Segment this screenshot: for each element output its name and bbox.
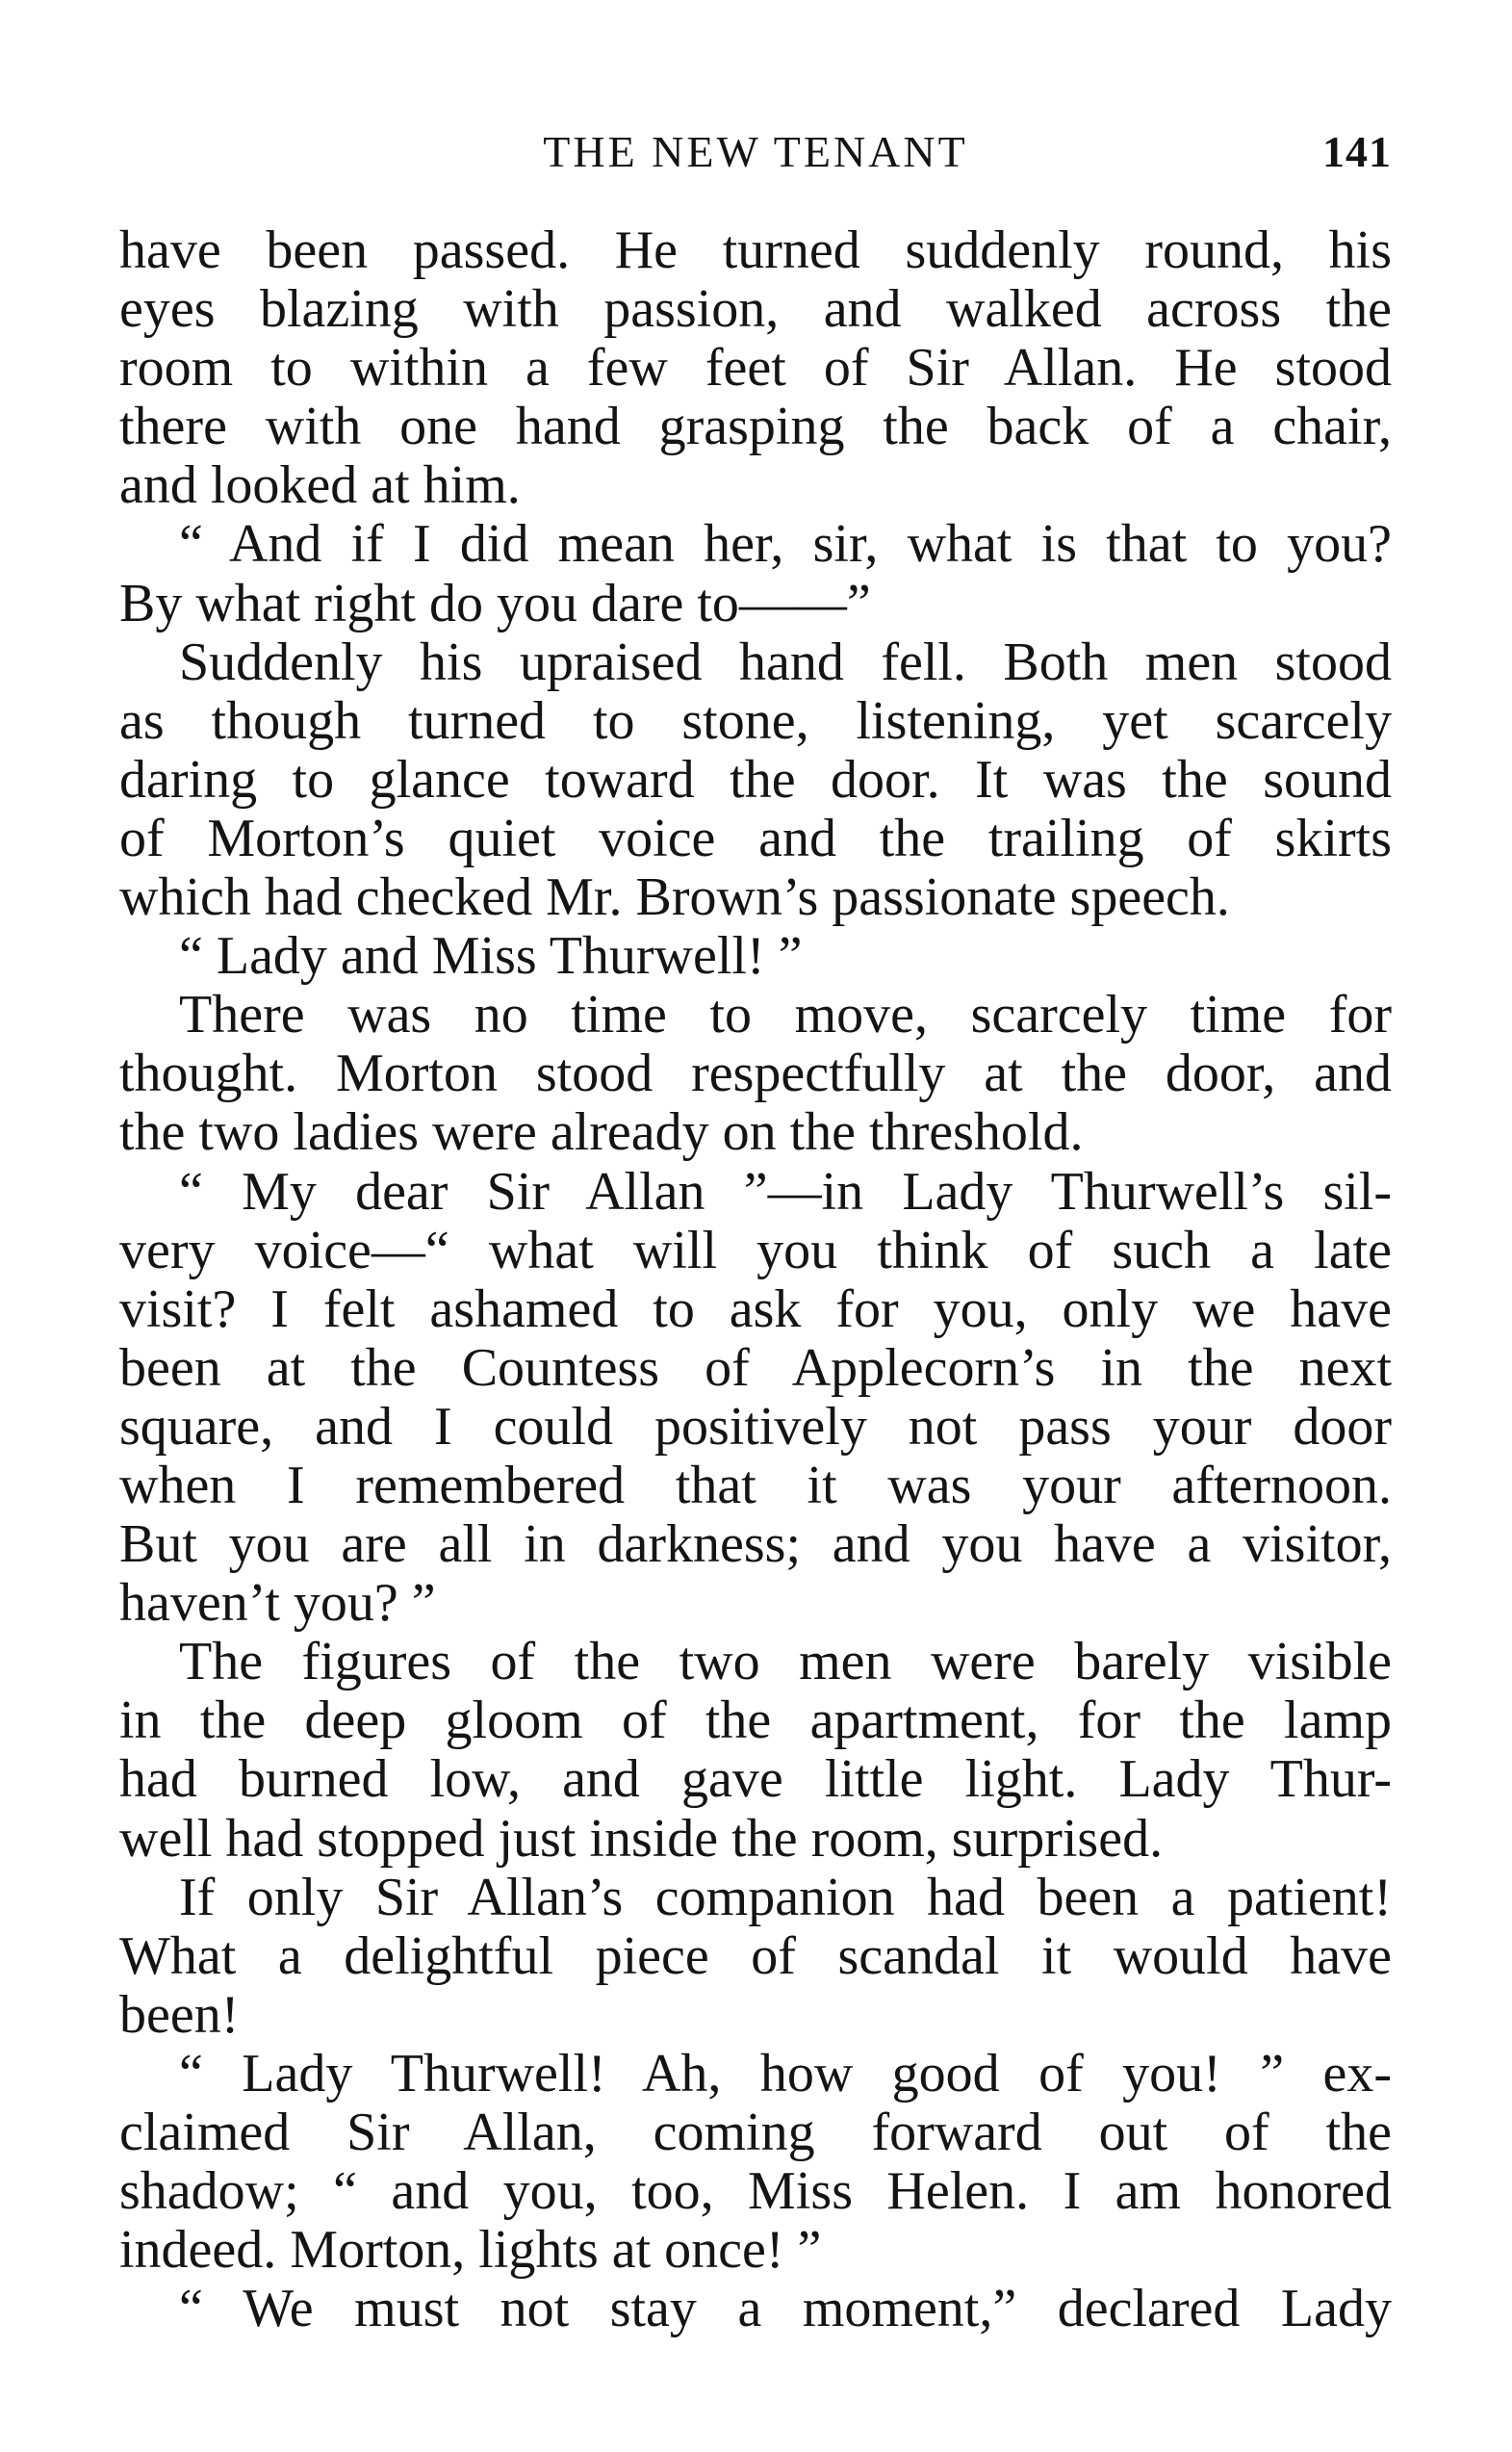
text-line: indeed. Morton, lights at once! ”: [119, 2221, 822, 2281]
text-line: haven’t you? ”: [119, 1574, 436, 1634]
text-line: which had checked Mr. Brown’s passionate speech.: [119, 868, 1230, 928]
text-line: claimed Sir Allan, coming forward out of the: [119, 2104, 1392, 2162]
text-line: square, and I could positively not pass your door: [119, 1397, 1392, 1457]
text-line: “ We must not stay a moment,” declared Lady: [179, 2280, 1392, 2339]
text-line: thought. Morton stood respectfully at the door, and: [119, 1045, 1392, 1104]
text-line: The figures of the two men were barely visible: [179, 1633, 1392, 1692]
text-line: been!: [119, 1985, 240, 2045]
text-line: had burned low, and gave little light. Lady Thur-: [119, 1750, 1392, 1810]
text-line: “ Lady Thurwell! Ah, how good of you! ” ex-: [179, 2044, 1392, 2104]
text-line: By what right do you dare to——”: [119, 574, 871, 633]
text-line: daring to glance toward the door. It was the sound: [119, 750, 1392, 810]
page-number: 141: [1322, 127, 1392, 176]
text-line: in the deep gloom of the apartment, for the lamp: [119, 1691, 1392, 1751]
text-line: “ And if I did mean her, sir, what is that to you?: [179, 515, 1392, 575]
text-line: “ Lady and Miss Thurwell! ”: [179, 927, 803, 987]
text-line: of Morton’s quiet voice and the trailing of skirts: [119, 809, 1392, 868]
text-line: been at the Countess of Applecorn’s in the next: [119, 1338, 1392, 1398]
text-line: shadow; “ and you, too, Miss Helen. I am honored: [119, 2162, 1392, 2222]
text-line: But you are all in darkness; and you have a visitor,: [119, 1515, 1392, 1575]
text-line: when I remembered that it was your afternoon.: [119, 1456, 1392, 1515]
text-line: “ My dear Sir Allan ”—in Lady Thurwell’s sil-: [179, 1162, 1392, 1222]
text-line: room to within a few feet of Sir Allan. He stood: [119, 339, 1392, 399]
text-line: there with one hand grasping the back of a chair,: [119, 398, 1392, 457]
text-line: What a delightful piece of scandal it would have: [119, 1926, 1392, 1986]
text-line: If only Sir Allan’s companion had been a patient!: [179, 1868, 1392, 1927]
text-line: the two ladies were already on the threshold.: [119, 1103, 1084, 1163]
running-title: THE NEW TENANT: [543, 127, 968, 176]
text-line: have been passed. He turned suddenly round, his: [119, 221, 1392, 280]
text-line: well had stopped just inside the room, surprised.: [119, 1809, 1164, 1869]
running-head: [119, 123, 1392, 181]
text-line: and looked at him.: [119, 456, 521, 516]
text-line: very voice—“ what will you think of such a late: [119, 1221, 1392, 1280]
text-line: visit? I felt ashamed to ask for you, only we have: [119, 1279, 1392, 1339]
text-line: There was no time to move, scarcely time for: [179, 986, 1392, 1045]
text-line: eyes blazing with passion, and walked across the: [119, 280, 1392, 340]
text-line: as though turned to stone, listening, yet scarcely: [119, 691, 1392, 751]
body-text: [119, 221, 1392, 2338]
text-line: Suddenly his upraised hand fell. Both men stood: [179, 632, 1392, 692]
